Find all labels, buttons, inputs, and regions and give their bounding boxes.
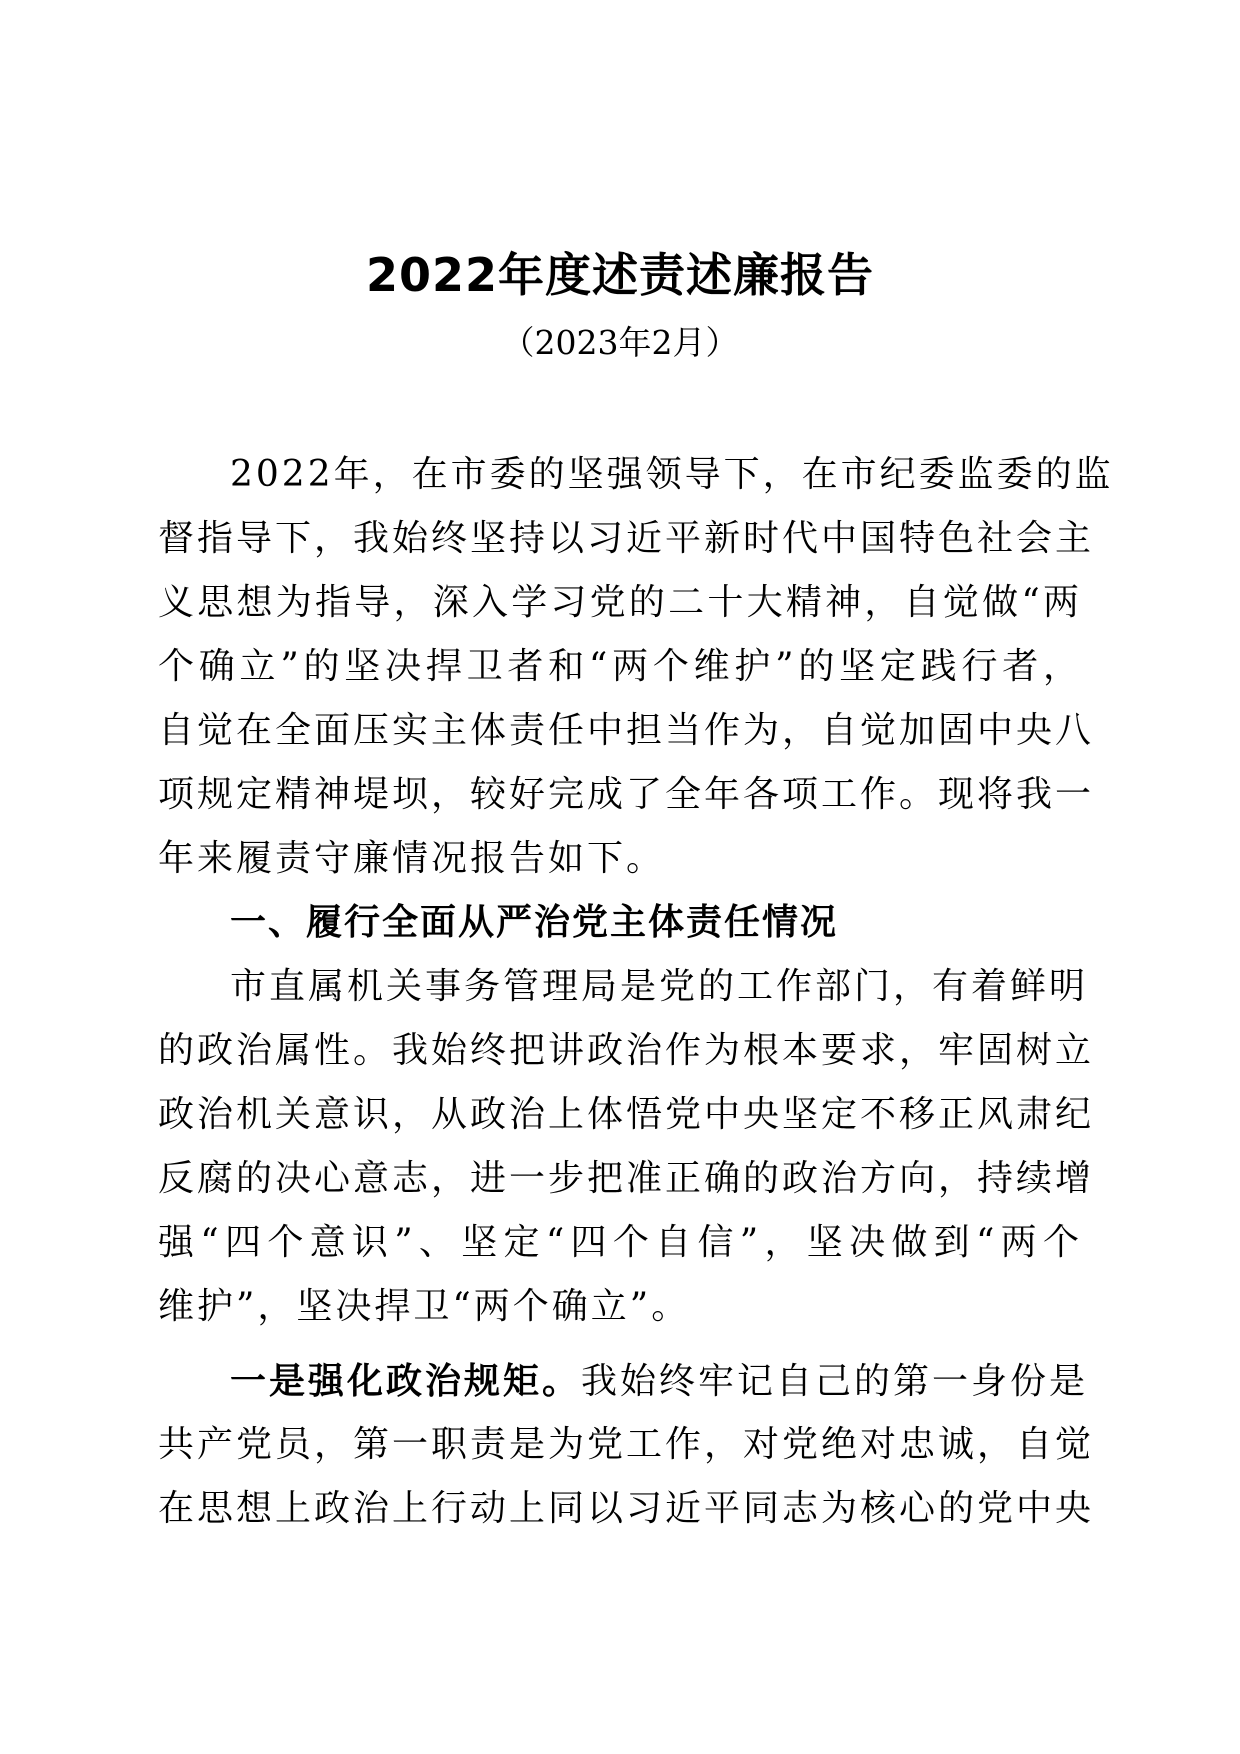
paragraph-line: 督指导下，我始终坚持以习近平新时代中国特色社会主	[158, 518, 1095, 559]
document-title: 2022年度述责述廉报告	[365, 248, 875, 302]
document-body	[158, 443, 1114, 1541]
section-heading: 一、履行全面从严治党主体责任情况	[230, 902, 839, 943]
paragraph-line: 年来履责守廉情况报告如下。	[158, 838, 666, 879]
paragraph-gap	[158, 1339, 1082, 1349]
paragraph-line: 在思想上政治上行动上同以习近平同志为核心的党中央	[158, 1488, 1095, 1529]
paragraph-line: 义思想为指导，深入学习党的二十大精神，自觉做“两	[158, 582, 1082, 623]
point-lead: 一是强化政治规矩。	[230, 1360, 582, 1402]
paragraph-line: 反腐的决心意志，进一步把准正确的政治方向，持续增	[158, 1158, 1095, 1199]
paragraph-line: 项规定精神堤坝，较好完成了全年各项工作。现将我一	[158, 774, 1095, 815]
paragraph-line: 维护”，坚决捍卫“两个确立”。	[158, 1286, 691, 1327]
paragraph-line: 个确立”的坚决捍卫者和“两个维护”的坚定践行者，	[158, 646, 1082, 687]
paragraph-line: 政治机关意识，从政治上体悟党中央坚定不移正风肃纪	[158, 1094, 1095, 1135]
paragraph-line: 自觉在全面压实主体责任中担当作为，自觉加固中央八	[158, 710, 1095, 751]
paragraph-line: 的政治属性。我始终把讲政治作为根本要求，牢固树立	[158, 1030, 1095, 1071]
paragraph-line: 共产党员，第一职责是为党工作，对党绝对忠诚，自觉	[158, 1424, 1095, 1465]
paragraph-line: 市直属机关事务管理局是党的工作部门，有着鲜明	[230, 966, 1089, 1007]
paragraph-line: 2022年，在市委的坚强领导下，在市纪委监委的监	[230, 454, 1114, 495]
paragraph-line	[158, 1349, 1089, 1413]
paragraph-line: 强“四个意识”、坚定“四个自信”，坚决做到“两个	[158, 1222, 1082, 1263]
document-date: （2023年2月）	[501, 323, 739, 362]
point-text: 我始终牢记自己的第一身份是	[581, 1361, 1089, 1402]
